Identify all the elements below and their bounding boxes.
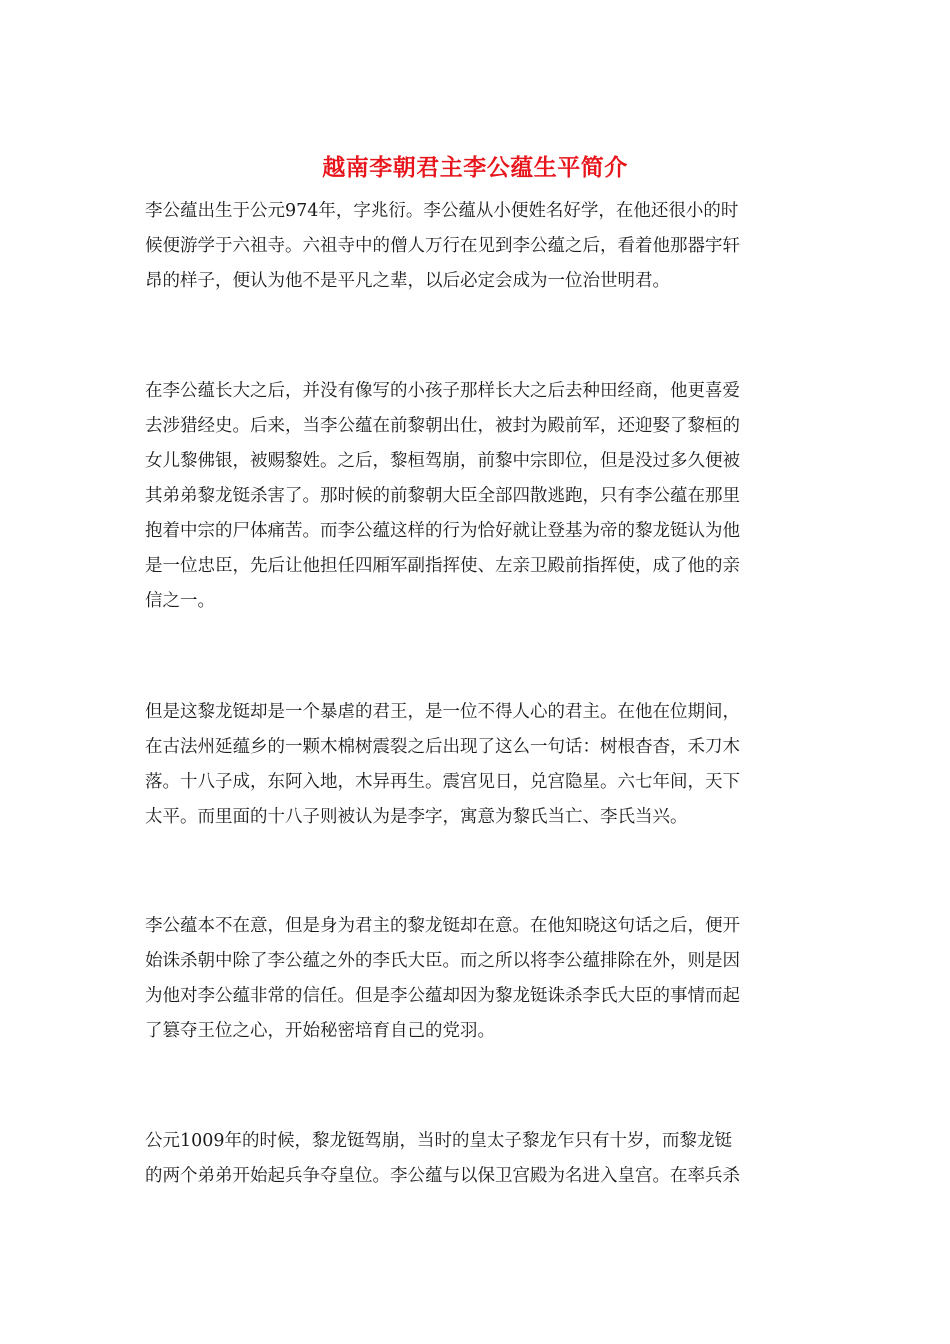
paragraph-2-line-2: 去涉猎经史。后来，当李公蕴在前黎朝出仕，被封为殿前军，还迎娶了黎桓的 <box>145 416 740 436</box>
paragraph-1-line-1: 李公蕴出生于公元974年，字兆衍。李公蕴从小便姓名好学，在他还很小的时 <box>145 201 739 221</box>
paragraph-4-line-1: 李公蕴本不在意，但是身为君主的黎龙铤却在意。在他知晓这句话之后，便开 <box>145 916 740 936</box>
paragraph-3-line-3: 落。十八子成，东阿入地，木异再生。震宫见日，兑宫隐星。六七年间，天下 <box>145 772 740 792</box>
paragraph-5-line-1: 公元1009年的时候，黎龙铤驾崩，当时的皇太子黎龙乍只有十岁，而黎龙铤 <box>145 1131 733 1151</box>
paragraph-1-line-2: 候便游学于六祖寺。六祖寺中的僧人万行在见到李公蕴之后，看着他那器宇轩 <box>145 236 740 256</box>
paragraph-2-line-5: 抱着中宗的尸体痛苦。而李公蕴这样的行为恰好就让登基为帝的黎龙铤认为他 <box>145 521 740 541</box>
paragraph-4-line-2: 始诛杀朝中除了李公蕴之外的李氏大臣。而之所以将李公蕴排除在外，则是因 <box>145 951 740 971</box>
paragraph-2-line-1: 在李公蕴长大之后，并没有像写的小孩子那样长大之后去种田经商，他更喜爱 <box>145 381 740 401</box>
paragraph-2-line-6: 是一位忠臣，先后让他担任四厢军副指挥使、左亲卫殿前指挥使，成了他的亲 <box>145 556 740 576</box>
paragraph-4-line-4: 了篡夺王位之心，开始秘密培育自己的党羽。 <box>145 1021 495 1041</box>
paragraph-2-line-4: 其弟弟黎龙铤杀害了。那时候的前黎朝大臣全部四散逃跑，只有李公蕴在那里 <box>145 486 740 506</box>
paragraph-3-line-1: 但是这黎龙铤却是一个暴虐的君王，是一位不得人心的君主。在他在位期间， <box>145 702 740 722</box>
paragraph-2-line-3: 女儿黎佛银，被赐黎姓。之后，黎桓驾崩，前黎中宗即位，但是没过多久便被 <box>145 451 740 471</box>
document-title: 越南李朝君主李公蕴生平简介 <box>322 154 628 181</box>
paragraph-1-line-3: 昂的样子，便认为他不是平凡之辈，以后必定会成为一位治世明君。 <box>145 271 670 291</box>
paragraph-4-line-3: 为他对李公蕴非常的信任。但是李公蕴却因为黎龙铤诛杀李氏大臣的事情而起 <box>145 986 740 1006</box>
paragraph-2-line-7: 信之一。 <box>145 591 215 611</box>
paragraph-5-line-2: 的两个弟弟开始起兵争夺皇位。李公蕴与以保卫宫殿为名进入皇宫。在率兵杀 <box>145 1166 740 1186</box>
paragraph-3-line-4: 太平。而里面的十八子则被认为是李字，寓意为黎氏当亡、李氏当兴。 <box>145 807 688 827</box>
paragraph-3-line-2: 在古法州延蕴乡的一颗木棉树震裂之后出现了这么一句话：树根杳杳，禾刀木 <box>145 737 740 757</box>
